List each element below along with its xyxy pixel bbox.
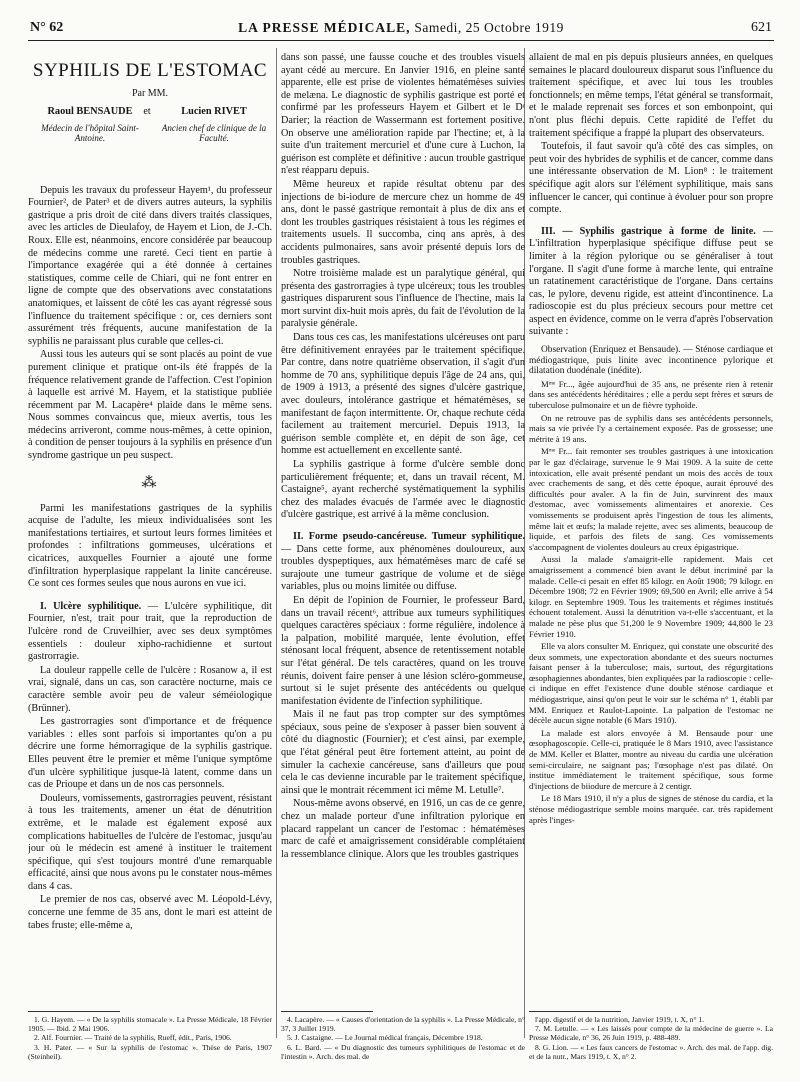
section-1-heading: I. Ulcère syphilitique.: [40, 600, 142, 612]
paragraph: Depuis les travaux du professeur Hayem¹, du professeur Fournier², de Pater³ et de divers autres auteurs, la syphilis gastrique a pris droit de cité dans divers traités classiques, avec les articles de Dieulafoy, de Hayem et Lion, de J.-Ch. Roux. Elle est, néanmoins, encore considérée par beaucoup de médecins comme une rareté. Ceci tient en partie à l'importance exagérée qui a été donnée à certaines statistiques, comme celle de Chiari, qui ne font entrer en ligne de compte que des observations avec constatations anatomiques, et laissent de côté les cas ayant régressé sous l'influence du traitement spécifique : or, ces derniers sont assurément très fréquents, aucune manifestation de la syphilis ne paraissant plus curable que celles-ci.: [28, 184, 272, 347]
footnote: 3. H. Pater. — « Sur la syphilis de l'estomac ». Thèse de Paris, 1907 (Steinheil).: [28, 1042, 272, 1061]
footnotes-column-3: [529, 1015, 773, 1061]
section-3-text: — L'infiltration hyperplasique spécifique diffuse peut se limiter à la région pylorique ou se généraliser à tout l'organe. Il s'agit d'une forme à marche lente, qui entraîne un ratatinement caractéristique de l'organe. Dans certains cas, le pylore, devenu rigide, est atteint d'incontinence. La radioscopie est du plus précieux secours pour mettre cet aspect en évidence, comme on le verra d'après l'observation suivante :: [529, 225, 773, 338]
section-3-heading: III. — Syphilis gastrique à forme de linite.: [541, 225, 756, 237]
observation-paragraph: Le 18 Mars 1910, il n'y a plus de signes de sténose du cardia, et la sténose médiogastrique semble moins marquée. car. très rapidement après l'inges-: [529, 793, 773, 825]
footnote-rule: [28, 1011, 120, 1012]
paragraph: Douleurs, vomissements, gastrorragies peuvent, résistant à tous les traitements, amener un état de dénutrition extrême, et le malade est également exposé aux complications habituelles de l'ulcère de l'estomac, jusqu'au jour où le médecin est amené à instituer le traitement spécifique, qui s'est toujours montré d'une remarquable efficacité, ainsi que nous avons pu le constater nous-mêmes dans 4 cas.: [28, 792, 272, 892]
author-name: Lucien RIVET: [181, 105, 247, 117]
column-1: [28, 52, 272, 1007]
paragraph: Même heureux et rapide résultat obtenu par des injections de bi-iodure de mercure chez un homme de 49 ans, dont le passé gastrique remontait à plus de dix ans et dont les troubles gastriques résistaient à tous les régimes et traitements usuels. Il succomba, cinq ans après, à des accidents pulmonaires, sans avoir présenté depuis lors de troubles gastriques.: [281, 178, 525, 266]
paragraph: Aussi tous les auteurs qui se sont placés au point de vue purement clinique et pratique ont-ils été frappés de la fréquence relativement grande de l'affection. C'est l'opinion à laquelle est arrivé M. Hayem, et la statistique publiée récemment par M. Lacapère⁴ plaide dans le même sens. Nous sommes convaincus que, mieux avertis, tous les médecins arriveront, comme nous-mêmes, à cette opinion, à condition de penser toujours à la syphilis en présence d'un syndrome gastrique un peu suspect.: [28, 349, 272, 462]
observation-heading: Observation (Enriquez et Bensaude). — Sténose cardiaque et médiogastrique, puis linite avec incontinence pylorique et dilatation duodénale (inédite).: [529, 345, 773, 377]
footnote: 7. M. Letulle. — « Les laissés pour compte de la médecine de guerre ». La Presse Médicale, n° 36, 26 Juin 1919, p. 488-489.: [529, 1024, 773, 1043]
footnote: l'app. digestif et de la nutrition, Janvier 1919, t. X, n° 1.: [535, 1015, 705, 1024]
section-paragraph: [281, 531, 525, 594]
footnotes-column-2: [281, 1015, 525, 1061]
article-title: SYPHILIS DE L'ESTOMAC: [32, 60, 268, 81]
paragraph: En dépit de l'opinion de Fournier, le professeur Bard, dans un travail récent⁶, attribue aux tumeurs syphilitiques quelques caractères spéciaux : forme régulière, indolence à la palpation, mobilité marquée, lente évolution, effet sténosant local fréquent, absence de retentissement notable sur l'état général. De tels caractères, quand on les trouve réunis, doivent faire penser à une lésion scléro-gommeuse, surtout si le sujet présente des antécédents ou quelque manifestation évidente de l'infection syphilitique.: [281, 594, 525, 707]
footnote: 6. L. Bard. — « Du diagnostic des tumeurs syphilitiques de l'estomac et de l'intestin ». Arch. des mal. de: [281, 1042, 525, 1061]
footnotes-column-1: [28, 1015, 272, 1061]
column-3: [529, 52, 773, 1007]
paragraph: Le premier de nos cas, observé avec M. Léopold-Lévy, concerne une femme de 35 ans, dont le mari est atteint de tabes fruste; elle-même a,: [28, 894, 272, 931]
running-header: [30, 16, 772, 40]
observation-paragraph: Mᵐᵉ Fr..., âgée aujourd'hui de 35 ans, ne présente rien à retenir dans ses antécédents héréditaires ; elle a perdu sept frères et sœurs de tuberculose pulmonaire et un de fièvre typhoïde.: [529, 378, 773, 411]
paragraph: Notre troisième malade est un paralytique général, qui présenta des gastrorragies à type ulcéreux; tous les troubles gastriques disparurent sous l'influence de l'hectine, mais la mort survint dix-huit mois après, du fait de l'évolution de la paralysie générale.: [281, 268, 525, 330]
observation-paragraph: Elle va alors consulter M. Enriquez, qui constate une obscurité des deux sommets, une expectoration abondante et des sueurs nocturnes faisant penser à la tuberculose; mais, surtout, des régurgitations œsophagiennes abondantes, bien expliquées par la radioscopie : celle-ci indique en effet l'existence d'une double sténose cardiaque et médiogastrique, ainsi qu'on peut le voir sur le schéma n° 1, établi par MM. Enriquez et Raulot-Lapointe. La palpation de l'estomac ne décèle aucun signe notable (6 Mars 1910).: [529, 641, 773, 726]
paragraph: dans son passé, une fausse couche et des troubles visuels ayant cédé au mercure. En Janvier 1916, en pleine santé apparente, elle est prise de violentes hématémèses suivies de melæna. Le diagnostic de syphilis gastrique est porté et confirmé par les professeurs Hayem et Gilbert et le Dʳ Darier; la réaction de Wassermann est fortement positive. On observe une amélioration rapide par l'hectine; et, à la suite d'un traitement mercuriel et d'une cure à Luchon, la guérison est complète et définitive : aucun trouble gastrique n'est réapparu depuis.: [281, 52, 525, 177]
section-2-heading: II. Forme pseudo-cancéreuse. Tumeur syphilitique.: [293, 530, 525, 542]
paragraph: Mais il ne faut pas trop compter sur des symptômes spéciaux, sous peine de s'exposer à passer bien souvent à côté du diagnostic (Fournier); et c'est ainsi, par exemple, que l'état général peut être fortement atteint, au point de simuler la cachexie cancéreuse, sans d'ailleurs que pour cela le cas devienne incurable par le traitement spécifique, ainsi que le montrait récemment ici même M. Letulle⁷.: [281, 709, 525, 796]
section-paragraph: [28, 601, 272, 664]
footnote: 1. G. Hayem. — « De la syphilis stomacale ». La Presse Médicale, 18 Février 1905. — Ibid. 2 Mai 1906.: [28, 1015, 272, 1034]
observation-paragraph: Aussi la malade s'amaigrit-elle rapidement. Mais cet amaigrissement a commencé bien avant le début incriminé par la malade. Celle-ci pesait en effet 85 kilogr. en Août 1908; 79 kilogr. en Décembre 1908; 72 en Février 1909; 69,500 en Avril; elle arrive à 54 kilogr. en Septembre 1909. Tous les traitements et régimes institués échouent totalement. Aussi la dénutrition va-t-elle s'accentuant, et la malade ne pèse plus que 51,200 le 9 Novembre 1909; 44,800 le 23 Février 1910.: [529, 554, 773, 639]
paragraph: Parmi les manifestations gastriques de la syphilis acquise de l'adulte, les mieux individualisées sont les manifestations tertiaires, et surtout leurs formes limitées et profondes : infiltrations gommeuses, ulcérations et cicatrices, auxquelles Fournier a ajouté une forme d'infiltration hyperplasique rappelant la linite cancéreuse. Ce sont ces formes seules que nous aurons en vue ici.: [28, 502, 272, 590]
observation-paragraph: On ne retrouve pas de syphilis dans ses antécédents personnels, mais sa vie privée l'y a certainement exposée. Pas de grossesse; une métrite à 19 ans.: [529, 412, 773, 444]
column-divider: [276, 48, 277, 1038]
paragraph: Dans tous ces cas, les manifestations ulcéreuses ont paru être définitivement enrayées par le traitement spécifique. Par contre, dans notre quatrième observation, il s'agit d'un homme de 70 ans, syphilitique depuis l'âge de 24 ans, qui, de 1909 à 1913, a présenté des signes d'ulcère gastrique, avec douleurs, intolérance gastrique et hématémèses, se manifestant de façon intermittente. Or, chaque rechute céda facilement au traitement mercuriel. Depuis 1913, la guérison semble complète et, en dépit de son âge, cet homme est actuellement en excellente santé.: [281, 332, 525, 457]
section-ornament: ⁂: [141, 474, 159, 491]
page-number: 621: [751, 20, 772, 35]
footnote-rule: [529, 1011, 621, 1012]
footnote: 4. Lacapère. — « Causes d'orientation de la syphilis ». La Presse Médicale, n° 37, 3 Juillet 1919.: [281, 1015, 525, 1034]
author-conjunction: et: [143, 105, 151, 117]
footnote-rule: [281, 1011, 373, 1012]
paragraph: allaient de mal en pis depuis plusieurs années, en quelques semaines le placard douloureux disparut sous l'influence du traitement spécifique, et avec lui tous les troubles fonctionnels; en même temps, l'état général se transformait, et le malade reprenait ses forces et son embonpoint, qui n'ont plus fléchi depuis. Cette rapidité de l'effet du traitement spécifique a frappé la plupart des observateurs.: [529, 52, 773, 139]
section-paragraph: [529, 226, 773, 339]
paragraph: Toutefois, il faut savoir qu'à côté des cas simples, on peut voir des hybrides de syphilis et de cancer, comme dans une intéressante observation de M. Lion⁸ : le traitement spécifique agit alors sur l'élément syphilitique, mais sans influencer le cancer, qui continue à évoluer pour son propre compte.: [529, 141, 773, 216]
paragraph: La douleur rappelle celle de l'ulcère : Rosanow a, il est vrai, signalé, dans un cas, son caractère nocturne, mais ce caractère semble avoir peu de valeur séméiologique (Brünner).: [28, 664, 272, 714]
header-rule: [28, 40, 774, 41]
journal-name: LA PRESSE MÉDICALE,: [238, 20, 411, 35]
column-2: [281, 52, 525, 1007]
footnote: 8. G. Lion. — « Les faux cancers de l'estomac ». Arch. des mal. de l'app. dig. et de la nutr., Mars 1919, t. X, n° 2.: [529, 1042, 773, 1061]
byline: Par MM.: [131, 88, 169, 99]
issue-number: N° 62: [30, 20, 64, 35]
author-title: Médecin de l'hôpital Saint-Antoine.: [41, 123, 139, 144]
paragraph: La syphilis gastrique à forme d'ulcère semble donc particulièrement fréquente; et, dans un travail récent, M. Castaigne⁵, ayant recherché systématiquement la syphilis chez des malades évacués de l'armée avec le diagnostic d'ulcère gastrique, est arrivé à la même conclusion.: [281, 459, 525, 521]
paragraph: Les gastrorragies sont d'importance et de fréquence variables : elles sont parfois si importantes qu'on a pu décrire une forme hémorragique de la syphilis gastrique. Elles peuvent être le premier et même l'unique symptôme d'un ulcère syphilitique jusque-là latent, comme dans un cas de Prioupe et dans un de nos cas personnels.: [28, 716, 272, 791]
observation-paragraph: Mᵐᵉ Fr... fait remonter ses troubles gastriques à une intoxication par le gaz d'éclairage, survenue le 9 Mai 1909. A la suite de cette intoxication, elle avait présenté pendant un mois des accès de toux avec crachements de sang, et dès cette époque, aurait éprouvé des difficultés pour avaler. A la fin de Juin, survinrent des maux d'estomac, avec vomissements alimentaires et anorexie. Ces vomissements se produisent après l'ingestion de tous les aliments, même lait et œufs; la malade rejette, avec ses aliments, beaucoup de liquide, et parfois des filets de sang. Ces vomissements s'accompagnent de violentes douleurs au creux épigastrique.: [529, 446, 773, 552]
paragraph: Nous-même avons observé, en 1916, un cas de ce genre, chez un malade porteur d'une infiltration pylorique en placard rappelant un cancer de l'estomac : hématémèses marc de café et amaigrissement considérable complétaient la ressemblance clinique. Alors que les troubles gastriques: [281, 798, 525, 860]
footnote: 2. Alf. Fournier. — Traité de la syphilis, Rueff, édit., Paris, 1906.: [34, 1033, 232, 1043]
author-name: Raoul BENSAUDE: [47, 105, 133, 117]
journal-line: [30, 18, 772, 38]
section-2-text: — Dans cette forme, aux phénomènes douloureux, aux troubles dyspeptiques, aux hématémèses marc de café se surajoute une tumeur gastrique de volume et de siège variables, plus ou moins limitée ou diffuse.: [281, 543, 525, 593]
observation-paragraph: La malade est alors envoyée à M. Bensaude pour une œsophagoscopie. Celle-ci, pratiquée le 8 Mars 1910, avec l'assistance de MM. Keller et Blatter, montre au niveau du cardia une ulcération semi-circulaire, ne saignant pas; l'œsophage n'est pas dilaté. On institue immédiatement le traitement spécifique, sous forme d'injections de biiodure de mercure à 2 centigr.: [529, 727, 773, 791]
author-2: [156, 107, 272, 144]
author-title: Ancien chef de clinique de la Faculté.: [161, 123, 267, 144]
author-block: [28, 107, 272, 151]
footnote: 5. J. Castaigne. — Le Journal médical français, Décembre 1918.: [287, 1033, 483, 1043]
issue-date: Samedi, 25 Octobre 1919: [414, 20, 564, 35]
section-1-text: — L'ulcère syphilitique, dit Fournier, n'est, trait pour trait, que la reproduction de l'ulcère rond de Cruveilhier, avec ses deux symptômes essentiels : douleur xipho-rachidienne et surtout gastrorragie.: [28, 600, 272, 663]
